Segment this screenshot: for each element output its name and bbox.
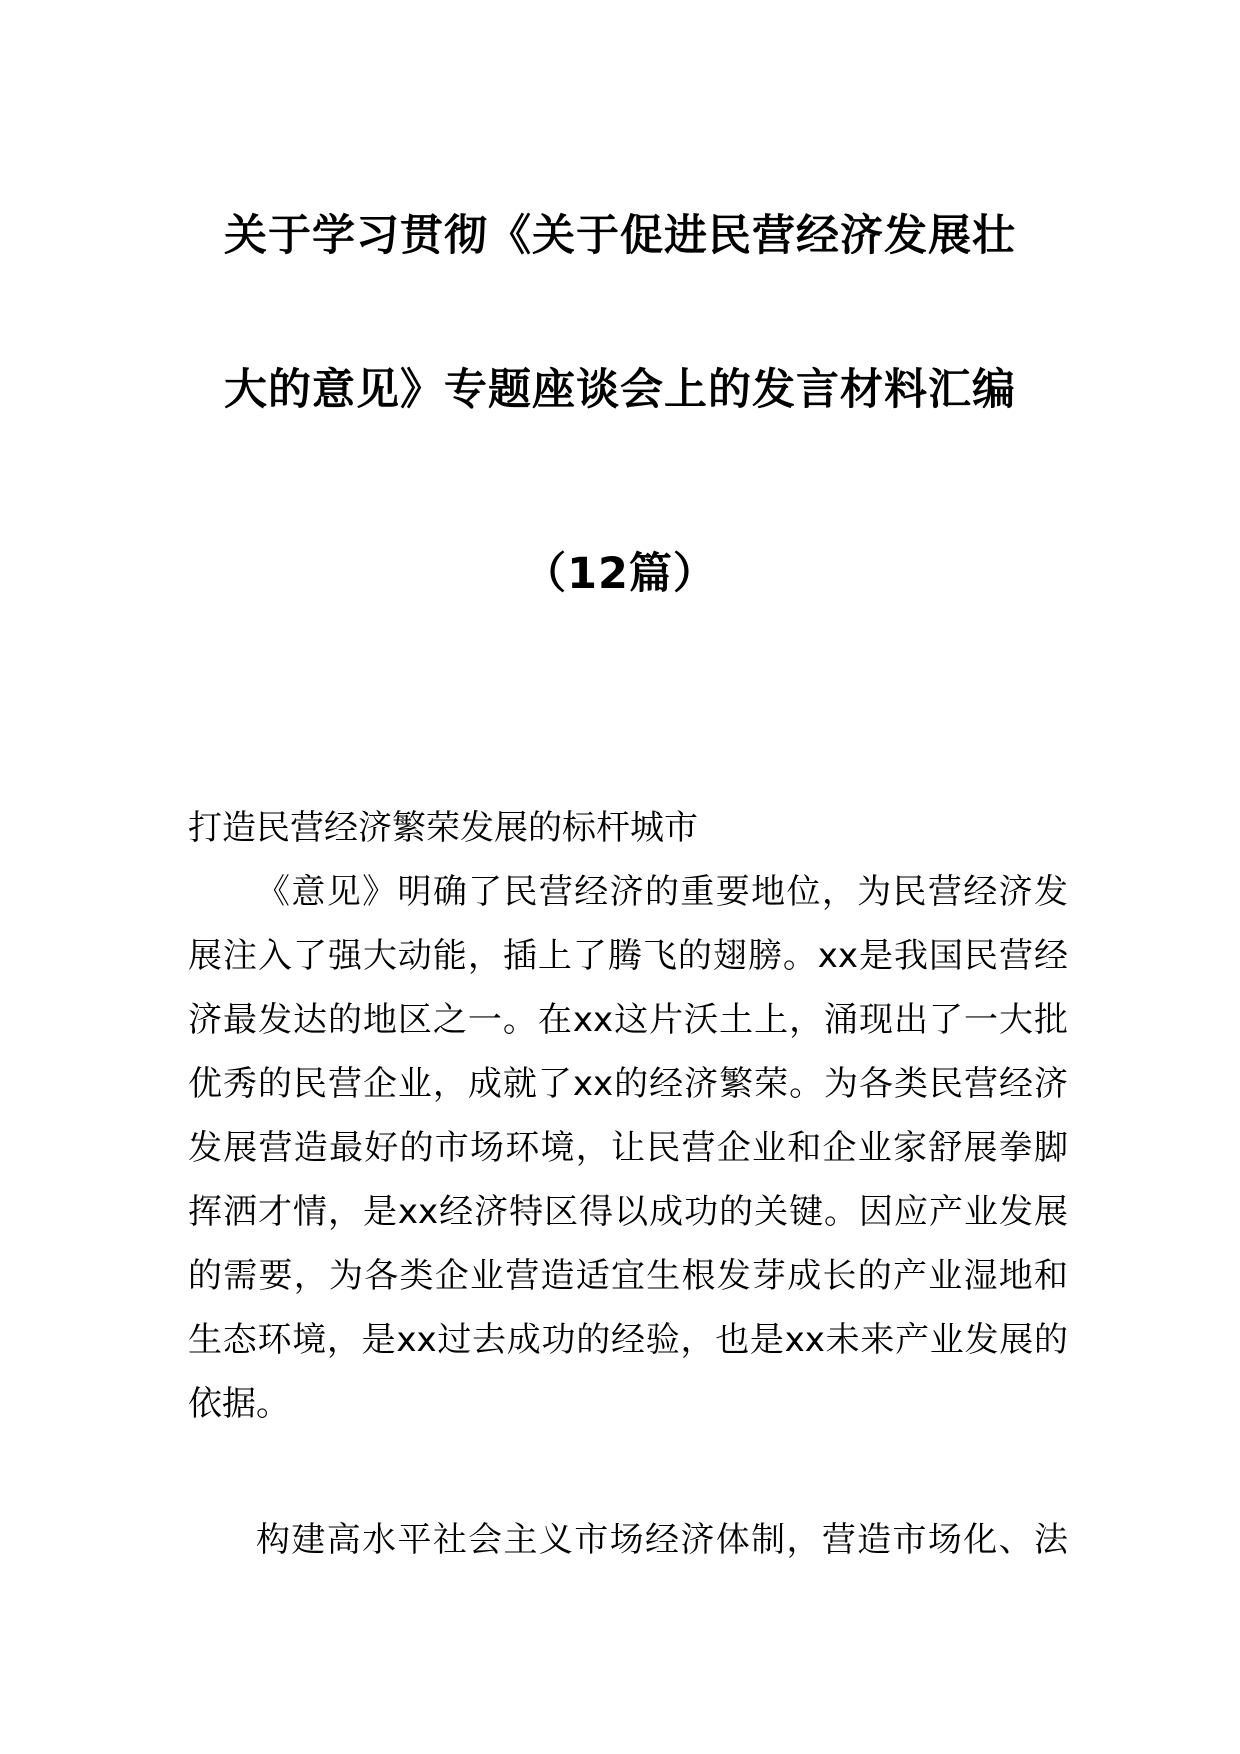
paragraph-1-line-3: 济最发达的地区之一。在xx这片沃土上，涌现出了一大批 (188, 1000, 1068, 1040)
paragraph-1-line-1: 《意见》明确了民营经济的重要地位，为民营经济发 (256, 872, 1068, 912)
paragraph-1-line-6: 挥洒才情，是xx经济特区得以成功的关键。因应产业发展 (188, 1192, 1068, 1232)
paragraph-1-line-5: 发展营造最好的市场环境，让民营企业和企业家舒展拳脚 (188, 1128, 1068, 1168)
document-title-line-1: 关于学习贯彻《关于促进民营经济发展壮 (224, 211, 1016, 261)
paragraph-1-line-9: 依据。 (188, 1384, 290, 1424)
paragraph-1-line-8: 生态环境，是xx过去成功的经验，也是xx未来产业发展的 (188, 1320, 1068, 1360)
section-heading: 打造民营经济繁荣发展的标杆城市 (188, 808, 698, 848)
paragraph-1-line-4: 优秀的民营企业，成就了xx的经济繁荣。为各类民营经济 (188, 1064, 1068, 1104)
paragraph-2-line-1: 构建高水平社会主义市场经济体制，营造市场化、法 (256, 1520, 1068, 1560)
document-title-line-2: 大的意见》专题座谈会上的发言材料汇编 (224, 365, 1016, 415)
paragraph-1-line-7: 的需要，为各类企业营造适宜生根发芽成长的产业湿地和 (188, 1256, 1068, 1296)
document-title-count: （12篇） (523, 549, 717, 599)
paragraph-1-line-2: 展注入了强大动能，插上了腾飞的翅膀。xx是我国民营经 (188, 936, 1068, 976)
